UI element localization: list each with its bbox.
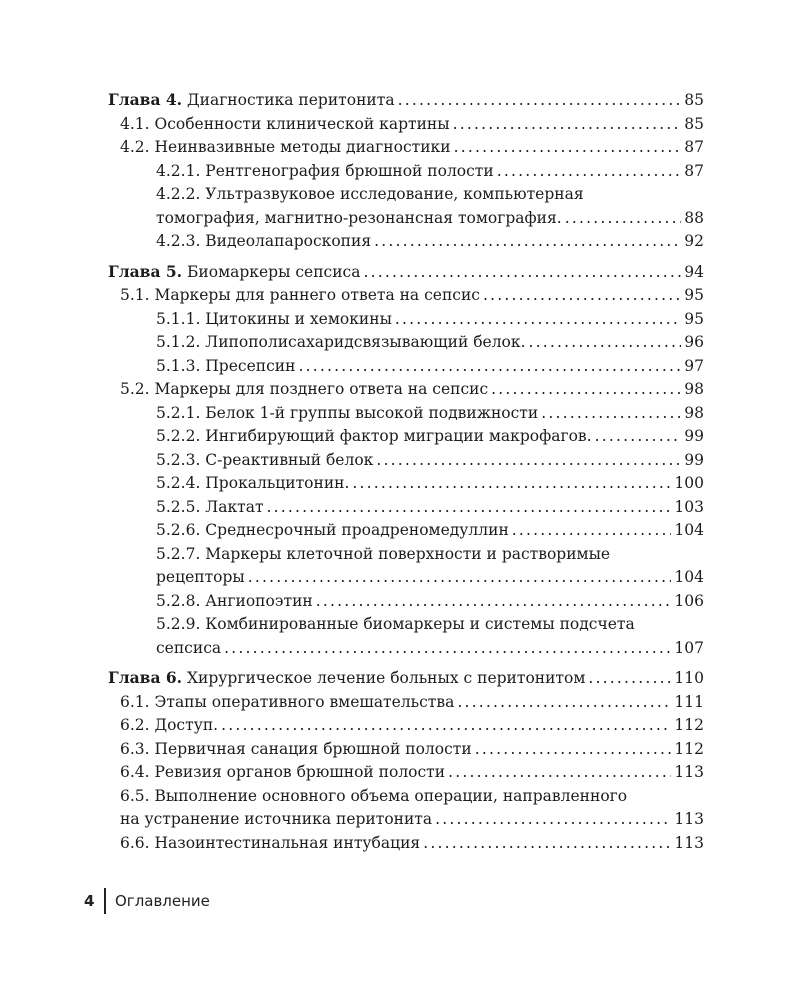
toc-entry-s5_1_1[interactable] (108, 308, 704, 332)
toc-title-text: 4.1. Особенности клинической картины (120, 114, 450, 133)
toc-title-text: 5.1.3. Пресепсин (156, 356, 296, 375)
toc-entry-s5_2_6[interactable] (108, 519, 704, 543)
dot-leader (398, 89, 682, 113)
toc-entry-s4_2_3[interactable] (108, 230, 704, 254)
toc-page-number: 94 (684, 262, 704, 281)
toc-title (156, 402, 538, 426)
toc-page-number: 106 (674, 591, 704, 610)
toc-title-text: 5.2.9. Комбинированные биомаркеры и системы подсчета (156, 615, 635, 633)
page-footer (84, 888, 210, 914)
toc-title (120, 378, 488, 402)
dot-leader (267, 496, 672, 520)
toc-title (156, 472, 349, 496)
toc-title-text: 6.4. Ревизия органов брюшной полости (120, 763, 446, 781)
dot-leader (565, 207, 682, 231)
toc-page-number: 111 (674, 692, 704, 711)
toc-entry-s5_2_8[interactable] (108, 590, 704, 614)
toc-page-number: 95 (684, 286, 704, 304)
toc-title (108, 666, 585, 691)
dot-leader (483, 284, 681, 308)
toc-title (120, 691, 454, 715)
toc-entry-s5_2_9[interactable] (108, 613, 704, 660)
toc-title (156, 185, 584, 203)
toc-title (120, 714, 218, 738)
chapter-label: Глава 6. (108, 668, 183, 687)
toc-page-number: 92 (684, 232, 704, 250)
toc-title (156, 449, 373, 473)
toc-title-text: 5.2.6. Среднесрочный проадреномедуллин (156, 521, 509, 539)
dot-leader (352, 472, 671, 496)
toc-title (156, 615, 635, 633)
toc-page-number: 112 (674, 739, 704, 758)
toc-page-number: 87 (684, 138, 704, 156)
toc-chapter-ch6[interactable] (108, 666, 704, 691)
toc-entry-s4_2[interactable] (108, 136, 704, 160)
dot-leader (376, 449, 681, 473)
toc-page-number: 88 (684, 208, 704, 227)
toc-title (120, 738, 472, 762)
dot-leader (454, 136, 682, 160)
toc-page-number: 85 (684, 114, 704, 133)
toc-entry-s6_1[interactable] (108, 691, 704, 715)
toc-title-text: 5.2.5. Лактат (156, 497, 264, 516)
dot-leader (588, 667, 671, 691)
toc-page-number: 110 (674, 669, 704, 687)
dot-leader (475, 738, 672, 762)
dot-leader (457, 691, 671, 715)
toc-title (156, 160, 494, 184)
toc-title (120, 832, 420, 856)
toc-title-text: 5.2.1. Белок 1-й группы высокой подвижности (156, 403, 539, 422)
toc-entry-s6_4[interactable] (108, 761, 704, 785)
toc-entry-s5_1_2[interactable] (108, 331, 704, 355)
dot-leader (512, 519, 672, 543)
toc-page-number: 113 (674, 810, 704, 828)
dot-leader (221, 714, 671, 738)
toc-title (156, 230, 371, 254)
toc-title (156, 590, 313, 614)
dot-leader (423, 832, 671, 856)
dot-leader (529, 331, 682, 355)
toc-title (156, 355, 295, 379)
toc-title-text: Хирургическое лечение больных с перитонитом (187, 669, 586, 687)
toc-entry-s5_2_1[interactable] (108, 402, 704, 426)
toc-title-text: 6.2. Доступ. (120, 716, 219, 734)
chapter-label: Глава 5. (108, 261, 183, 281)
dot-leader (497, 160, 682, 184)
toc-title (156, 308, 392, 332)
toc-page-number: 100 (674, 474, 704, 492)
dot-leader (595, 425, 682, 449)
dot-leader (224, 637, 671, 661)
toc-entry-s5_2[interactable] (108, 378, 704, 402)
toc-entry-s6_3[interactable] (108, 738, 704, 762)
toc-title (156, 425, 592, 449)
toc-page-number: 113 (674, 763, 704, 781)
toc-title-text: 4.2.3. Видеолапароскопия (156, 232, 372, 250)
dot-leader (453, 113, 682, 137)
toc-title (156, 545, 610, 563)
dot-leader (363, 261, 681, 285)
dot-leader (316, 590, 672, 614)
toc-title-text: 5.2.7. Маркеры клеточной поверхности и растворимые (156, 544, 611, 563)
toc-title (156, 331, 526, 355)
toc-title-text: 5.1.1. Цитокины и хемокины (156, 309, 392, 328)
toc-page-number: 104 (674, 521, 704, 539)
toc-title-text: 5.2.3. С-реактивный белок (156, 450, 374, 469)
toc-title (156, 519, 509, 543)
toc-title-text: 5.2. Маркеры для позднего ответа на сепсис (120, 380, 489, 398)
dot-leader (435, 808, 671, 832)
toc-page-number: 104 (674, 568, 704, 586)
toc-title-text: 5.2.8. Ангиопоэтин (156, 591, 313, 610)
toc-title (156, 496, 264, 520)
toc-title-continued: на устранение источника перитонита (120, 810, 433, 828)
toc-title-text: 6.3. Первичная санация брюшной полости (120, 739, 472, 758)
toc-page-number: 103 (674, 497, 704, 516)
toc-title (120, 113, 450, 137)
toc-title-text: Биомаркеры сепсиса (187, 262, 361, 281)
toc-page-number: 95 (684, 309, 704, 328)
toc-entry-s5_2_4[interactable] (108, 472, 704, 496)
toc-page-number: 98 (684, 380, 704, 398)
toc-title-continued: томография, магнитно-резонансная томография. (156, 208, 562, 227)
toc-title (108, 260, 360, 285)
toc-page-number: 85 (684, 91, 704, 109)
toc-page-number: 99 (684, 427, 704, 445)
toc-title-text: 5.2.2. Ингибирующий фактор миграции макрофагов. (156, 427, 592, 445)
toc-title-text: 4.2. Неинвазивные методы диагностики (120, 138, 451, 156)
toc-entry-s4_2_2[interactable] (108, 183, 704, 230)
toc-title-text: 6.5. Выполнение основного объема операции, направленного (120, 786, 628, 805)
dot-leader (448, 761, 671, 785)
chapter-label: Глава 4. (108, 90, 183, 109)
dot-leader (374, 230, 681, 254)
toc-title-text: 6.1. Этапы оперативного вмешательства (120, 692, 455, 711)
toc-title (120, 284, 480, 308)
toc-entry-s6_2[interactable] (108, 714, 704, 738)
toc-entry-s4_2_1[interactable] (108, 160, 704, 184)
toc-title-continued: рецепторы (156, 568, 245, 586)
toc-title-text: 4.2.1. Рентгенография брюшной полости (156, 161, 494, 180)
toc-page-number: 113 (674, 833, 704, 852)
toc-entry-s5_2_2[interactable] (108, 425, 704, 449)
toc-page-number: 99 (684, 450, 704, 469)
toc-title-text: 5.1. Маркеры для раннего ответа на сепсис (120, 286, 480, 304)
dot-leader (248, 566, 672, 590)
toc-page-number: 107 (674, 638, 704, 657)
toc-page-number: 96 (684, 333, 704, 351)
toc-page-number: 87 (684, 161, 704, 180)
dot-leader (541, 402, 681, 426)
toc-entry-s5_2_3[interactable] (108, 449, 704, 473)
toc-title-text: Диагностика перитонита (187, 91, 395, 109)
toc-chapter-ch4[interactable] (108, 88, 704, 113)
dot-leader (298, 355, 681, 379)
running-title: Оглавление (115, 892, 210, 910)
dot-leader (491, 378, 681, 402)
toc-page-number: 112 (674, 716, 704, 734)
toc-title-text: 4.2.2. Ультразвуковое исследование, компьютерная (156, 185, 584, 203)
toc-page-number: 97 (684, 356, 704, 375)
toc-title-text: 5.2.4. Прокальцитонин. (156, 474, 350, 492)
toc-entry-s5_2_5[interactable] (108, 496, 704, 520)
page-number: 4 (84, 892, 95, 910)
toc-entry-s6_5[interactable] (108, 785, 704, 832)
toc-entry-s5_2_7[interactable] (108, 543, 704, 590)
toc-title (120, 136, 451, 160)
toc-entry-s5_1_3[interactable] (108, 355, 704, 379)
toc-page-number: 98 (684, 403, 704, 422)
toc-title (120, 787, 627, 805)
toc-chapter-ch5[interactable] (108, 260, 704, 285)
footer-divider (104, 888, 106, 914)
toc-title (108, 88, 395, 113)
toc-entry-s4_1[interactable] (108, 113, 704, 137)
dot-leader (395, 308, 681, 332)
toc-entry-s5_1[interactable] (108, 284, 704, 308)
toc-title-text: 6.6. Назоинтестинальная интубация (120, 833, 421, 852)
table-of-contents (108, 88, 704, 855)
toc-title (120, 761, 445, 785)
toc-title-text: 5.1.2. Липополисахаридсвязывающий белок. (156, 333, 526, 351)
toc-entry-s6_6[interactable] (108, 832, 704, 856)
toc-title-continued: сепсиса (156, 638, 222, 657)
